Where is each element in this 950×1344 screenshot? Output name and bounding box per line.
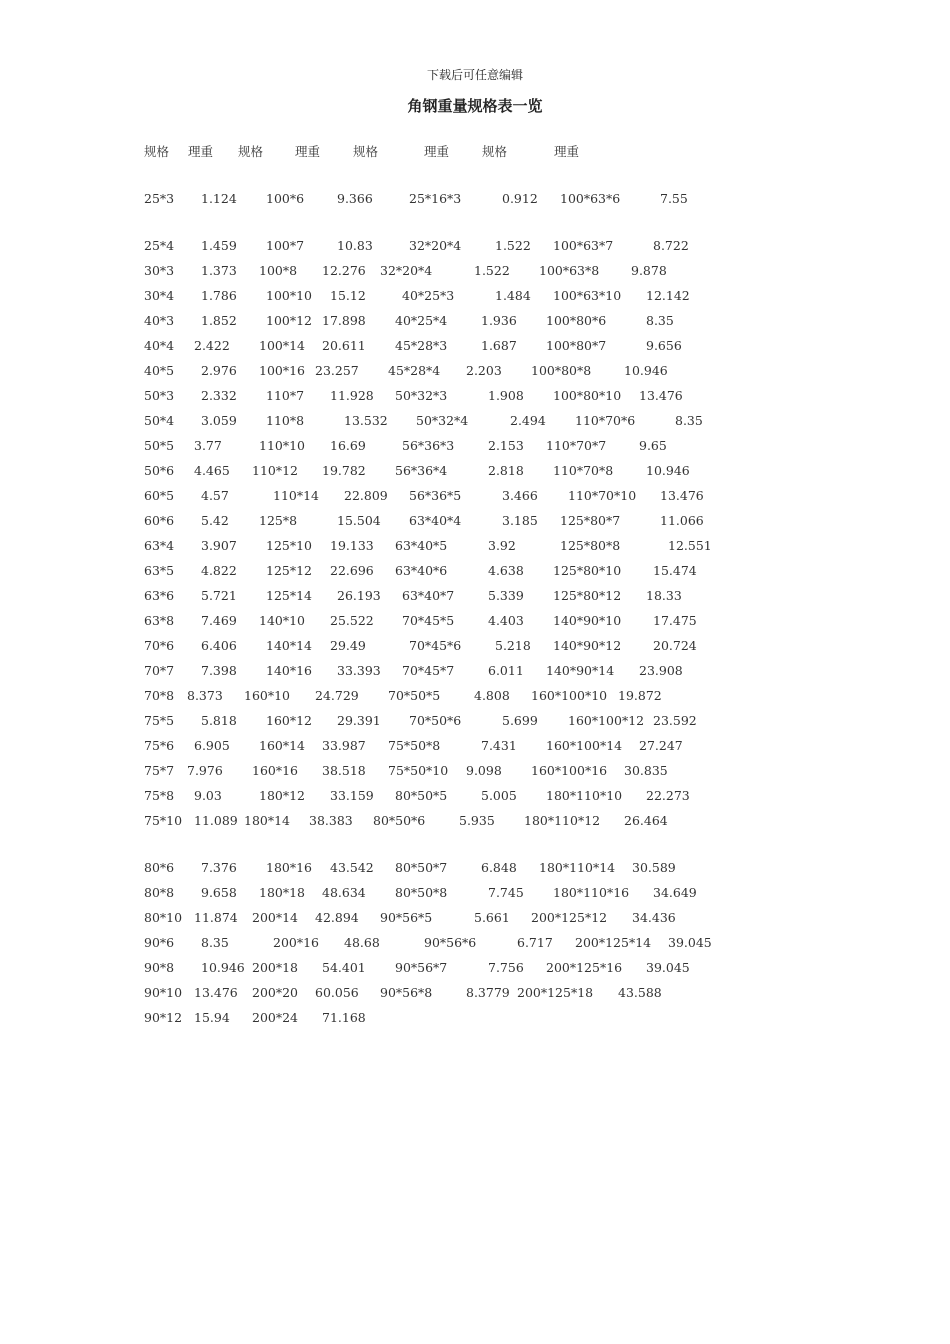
spec-cell: 60*5 <box>144 488 175 503</box>
weight-cell: 23.908 <box>639 663 683 678</box>
spec-cell: 70*50*5 <box>388 688 441 703</box>
spec-cell: 100*80*6 <box>546 313 607 328</box>
spec-cell: 125*10 <box>266 538 313 553</box>
spec-cell: 90*56*8 <box>380 985 433 1000</box>
spec-cell: 180*18 <box>259 885 306 900</box>
table-row <box>0 1008 950 1028</box>
spec-cell: 75*50*8 <box>388 738 441 753</box>
spec-cell: 45*28*4 <box>388 363 441 378</box>
weight-cell: 5.005 <box>481 788 517 803</box>
weight-cell: 8.722 <box>653 238 689 253</box>
weight-cell: 3.907 <box>201 538 237 553</box>
weight-cell: 9.65 <box>639 438 667 453</box>
weight-cell: 13.476 <box>639 388 683 403</box>
spec-cell: 140*90*14 <box>546 663 615 678</box>
table-row <box>0 761 950 781</box>
spec-cell: 25*4 <box>144 238 175 253</box>
spec-cell: 160*12 <box>266 713 313 728</box>
spec-cell: 75*8 <box>144 788 175 803</box>
spec-cell: 180*110*16 <box>553 885 630 900</box>
weight-cell: 30.589 <box>632 860 676 875</box>
page-title: 角钢重量规格表一览 <box>407 97 543 115</box>
spec-cell: 110*70*6 <box>575 413 636 428</box>
spec-cell: 70*45*5 <box>402 613 455 628</box>
spec-cell: 100*12 <box>266 313 313 328</box>
weight-cell: 1.124 <box>201 191 237 206</box>
spec-cell: 75*7 <box>144 763 175 778</box>
weight-cell: 22.273 <box>646 788 690 803</box>
weight-cell: 4.638 <box>488 563 524 578</box>
weight-cell: 1.522 <box>474 263 510 278</box>
spec-cell: 50*6 <box>144 463 175 478</box>
weight-cell: 10.83 <box>337 238 373 253</box>
spec-cell: 75*50*10 <box>388 763 449 778</box>
spec-cell: 180*12 <box>259 788 306 803</box>
weight-cell: 15.12 <box>330 288 366 303</box>
table-row <box>0 711 950 731</box>
weight-cell: 33.987 <box>322 738 366 753</box>
spec-cell: 75*6 <box>144 738 175 753</box>
weight-cell: 38.518 <box>322 763 366 778</box>
spec-cell: 100*80*7 <box>546 338 607 353</box>
spec-cell: 200*125*16 <box>546 960 623 975</box>
spec-cell: 56*36*4 <box>395 463 448 478</box>
table-row <box>0 686 950 706</box>
spec-cell: 140*10 <box>259 613 306 628</box>
spec-cell: 80*50*8 <box>395 885 448 900</box>
spec-cell: 100*14 <box>259 338 306 353</box>
spec-cell: 160*100*14 <box>546 738 623 753</box>
spec-cell: 40*25*3 <box>402 288 455 303</box>
spec-cell: 125*80*12 <box>553 588 622 603</box>
weight-cell: 5.721 <box>201 588 237 603</box>
table-row <box>0 811 950 831</box>
spec-cell: 63*40*7 <box>402 588 455 603</box>
spec-cell: 180*110*12 <box>524 813 601 828</box>
spec-cell: 100*63*8 <box>539 263 600 278</box>
spec-cell: 90*6 <box>144 935 175 950</box>
spec-cell: 30*3 <box>144 263 175 278</box>
weight-cell: 0.912 <box>502 191 538 206</box>
table-row <box>0 958 950 978</box>
weight-cell: 29.391 <box>337 713 381 728</box>
weight-cell: 8.35 <box>201 935 229 950</box>
spec-cell: 200*18 <box>252 960 299 975</box>
spec-cell: 90*12 <box>144 1010 183 1025</box>
table-row <box>0 461 950 481</box>
spec-cell: 63*8 <box>144 613 175 628</box>
weight-cell: 1.786 <box>201 288 237 303</box>
table-row <box>0 586 950 606</box>
spec-cell: 110*12 <box>252 463 299 478</box>
weight-cell: 11.066 <box>660 513 704 528</box>
weight-cell: 6.011 <box>488 663 524 678</box>
table-row <box>0 436 950 456</box>
spec-cell: 70*50*6 <box>409 713 462 728</box>
weight-cell: 23.257 <box>315 363 359 378</box>
weight-cell: 9.03 <box>194 788 222 803</box>
spec-cell: 63*6 <box>144 588 175 603</box>
weight-cell: 17.898 <box>322 313 366 328</box>
spec-cell: 50*32*4 <box>416 413 469 428</box>
table-row <box>0 661 950 681</box>
spec-cell: 25*3 <box>144 191 175 206</box>
weight-cell: 9.366 <box>337 191 373 206</box>
spec-cell: 25*16*3 <box>409 191 462 206</box>
spec-cell: 63*40*6 <box>395 563 448 578</box>
table-row <box>0 261 950 281</box>
weight-cell: 34.649 <box>653 885 697 900</box>
spec-cell: 60*6 <box>144 513 175 528</box>
weight-cell: 3.466 <box>502 488 538 503</box>
weight-cell: 4.808 <box>474 688 510 703</box>
weight-cell: 29.49 <box>330 638 366 653</box>
weight-cell: 43.588 <box>618 985 662 1000</box>
weight-cell: 4.403 <box>488 613 524 628</box>
weight-cell: 8.35 <box>675 413 703 428</box>
table-row <box>0 486 950 506</box>
table-row <box>0 908 950 928</box>
weight-cell: 5.218 <box>495 638 531 653</box>
spec-cell: 140*90*10 <box>553 613 622 628</box>
table-row <box>0 561 950 581</box>
table-row <box>0 336 950 356</box>
spec-cell: 140*16 <box>266 663 313 678</box>
spec-cell: 200*125*14 <box>575 935 652 950</box>
spec-cell: 63*40*5 <box>395 538 448 553</box>
spec-cell: 70*45*6 <box>409 638 462 653</box>
weight-cell: 48.634 <box>322 885 366 900</box>
weight-cell: 1.936 <box>481 313 517 328</box>
header-weight-label: 理重 <box>295 144 321 159</box>
weight-cell: 26.464 <box>624 813 668 828</box>
spec-cell: 70*7 <box>144 663 175 678</box>
weight-cell: 24.729 <box>315 688 359 703</box>
weight-cell: 10.946 <box>201 960 245 975</box>
weight-cell: 2.153 <box>488 438 524 453</box>
spec-cell: 200*24 <box>252 1010 299 1025</box>
weight-cell: 16.69 <box>330 438 366 453</box>
table-row <box>0 236 950 256</box>
weight-cell: 6.848 <box>481 860 517 875</box>
table-row <box>0 411 950 431</box>
weight-cell: 39.045 <box>646 960 690 975</box>
table-row <box>0 361 950 381</box>
weight-cell: 5.935 <box>459 813 495 828</box>
weight-cell: 22.696 <box>330 563 374 578</box>
weight-cell: 19.872 <box>618 688 662 703</box>
spec-cell: 200*16 <box>273 935 320 950</box>
spec-cell: 80*8 <box>144 885 175 900</box>
weight-cell: 8.35 <box>646 313 674 328</box>
spec-cell: 80*50*6 <box>373 813 426 828</box>
spec-cell: 160*100*10 <box>531 688 608 703</box>
weight-cell: 5.339 <box>488 588 524 603</box>
weight-cell: 1.484 <box>495 288 531 303</box>
spec-cell: 140*14 <box>266 638 313 653</box>
spec-cell: 56*36*3 <box>402 438 455 453</box>
spec-cell: 125*12 <box>266 563 313 578</box>
spec-cell: 80*10 <box>144 910 183 925</box>
weight-cell: 38.383 <box>309 813 353 828</box>
spec-cell: 32*20*4 <box>409 238 462 253</box>
weight-cell: 15.94 <box>194 1010 230 1025</box>
spec-cell: 90*56*6 <box>424 935 477 950</box>
weight-cell: 5.699 <box>502 713 538 728</box>
weight-cell: 27.247 <box>639 738 683 753</box>
spec-cell: 100*80*8 <box>531 363 592 378</box>
weight-cell: 48.68 <box>344 935 380 950</box>
weight-cell: 42.894 <box>315 910 359 925</box>
spec-cell: 125*80*8 <box>560 538 621 553</box>
weight-cell: 3.77 <box>194 438 222 453</box>
weight-cell: 7.398 <box>201 663 237 678</box>
spec-cell: 75*5 <box>144 713 175 728</box>
weight-cell: 1.687 <box>481 338 517 353</box>
weight-cell: 9.098 <box>466 763 502 778</box>
weight-cell: 26.193 <box>337 588 381 603</box>
weight-cell: 7.431 <box>481 738 517 753</box>
spec-cell: 110*7 <box>266 388 305 403</box>
spec-cell: 180*110*10 <box>546 788 623 803</box>
weight-cell: 1.522 <box>495 238 531 253</box>
weight-cell: 33.393 <box>337 663 381 678</box>
weight-cell: 12.276 <box>322 263 366 278</box>
table-row <box>0 189 950 209</box>
weight-cell: 11.089 <box>194 813 238 828</box>
header-spec-label: 规格 <box>353 144 379 159</box>
spec-cell: 90*56*7 <box>395 960 448 975</box>
spec-cell: 160*100*16 <box>531 763 608 778</box>
table-row <box>0 611 950 631</box>
spec-cell: 100*6 <box>266 191 305 206</box>
weight-cell: 13.532 <box>344 413 388 428</box>
table-row <box>0 858 950 878</box>
weight-cell: 20.611 <box>322 338 366 353</box>
weight-cell: 19.133 <box>330 538 374 553</box>
weight-cell: 25.522 <box>330 613 374 628</box>
weight-cell: 33.159 <box>330 788 374 803</box>
weight-cell: 71.168 <box>322 1010 366 1025</box>
header-spec-label: 规格 <box>144 144 170 159</box>
header-weight-label: 理重 <box>424 144 450 159</box>
weight-cell: 39.045 <box>668 935 712 950</box>
spec-cell: 32*20*4 <box>380 263 433 278</box>
weight-cell: 6.905 <box>194 738 230 753</box>
weight-cell: 30.835 <box>624 763 668 778</box>
weight-cell: 7.976 <box>187 763 223 778</box>
spec-cell: 40*25*4 <box>395 313 448 328</box>
weight-cell: 17.475 <box>653 613 697 628</box>
weight-cell: 6.406 <box>201 638 237 653</box>
spec-cell: 100*63*6 <box>560 191 621 206</box>
spec-cell: 160*16 <box>252 763 299 778</box>
spec-cell: 70*45*7 <box>402 663 455 678</box>
weight-cell: 13.476 <box>660 488 704 503</box>
weight-cell: 3.059 <box>201 413 237 428</box>
table-row <box>0 386 950 406</box>
weight-cell: 5.818 <box>201 713 237 728</box>
weight-cell: 9.658 <box>201 885 237 900</box>
spec-cell: 70*6 <box>144 638 175 653</box>
weight-cell: 19.782 <box>322 463 366 478</box>
table-header-row <box>0 142 950 162</box>
weight-cell: 9.878 <box>631 263 667 278</box>
weight-cell: 2.818 <box>488 463 524 478</box>
spec-cell: 125*80*7 <box>560 513 621 528</box>
spec-cell: 90*8 <box>144 960 175 975</box>
header-spec-label: 规格 <box>482 144 508 159</box>
spec-cell: 200*125*18 <box>517 985 594 1000</box>
weight-cell: 8.3779 <box>466 985 510 1000</box>
weight-cell: 60.056 <box>315 985 359 1000</box>
spec-cell: 75*10 <box>144 813 183 828</box>
weight-cell: 4.465 <box>194 463 230 478</box>
header-note: 下载后可任意编辑 <box>426 68 523 82</box>
spec-cell: 160*10 <box>244 688 291 703</box>
spec-cell: 100*80*10 <box>553 388 622 403</box>
spec-cell: 125*80*10 <box>553 563 622 578</box>
spec-cell: 40*3 <box>144 313 175 328</box>
spec-cell: 30*4 <box>144 288 175 303</box>
spec-cell: 110*70*10 <box>568 488 637 503</box>
weight-cell: 12.551 <box>668 538 712 553</box>
weight-cell: 6.717 <box>517 935 553 950</box>
table-row <box>0 311 950 331</box>
weight-cell: 15.504 <box>337 513 381 528</box>
weight-cell: 20.724 <box>653 638 697 653</box>
weight-cell: 7.376 <box>201 860 237 875</box>
weight-cell: 2.976 <box>201 363 237 378</box>
weight-cell: 1.459 <box>201 238 237 253</box>
spec-cell: 100*63*10 <box>553 288 622 303</box>
weight-cell: 10.946 <box>646 463 690 478</box>
weight-cell: 22.809 <box>344 488 388 503</box>
spec-cell: 80*6 <box>144 860 175 875</box>
weight-cell: 7.756 <box>488 960 524 975</box>
header-weight-label: 理重 <box>554 144 580 159</box>
spec-cell: 110*8 <box>266 413 305 428</box>
weight-cell: 1.908 <box>488 388 524 403</box>
spec-cell: 80*50*5 <box>395 788 448 803</box>
spec-cell: 80*50*7 <box>395 860 448 875</box>
spec-cell: 50*5 <box>144 438 175 453</box>
table-row <box>0 736 950 756</box>
spec-cell: 110*70*8 <box>553 463 614 478</box>
weight-cell: 1.373 <box>201 263 237 278</box>
weight-cell: 5.661 <box>474 910 510 925</box>
weight-cell: 7.55 <box>660 191 688 206</box>
spec-cell: 125*8 <box>259 513 298 528</box>
weight-cell: 10.946 <box>624 363 668 378</box>
spec-cell: 63*40*4 <box>409 513 462 528</box>
table-row <box>0 983 950 1003</box>
weight-cell: 2.203 <box>466 363 502 378</box>
spec-cell: 63*4 <box>144 538 175 553</box>
spec-cell: 100*10 <box>266 288 313 303</box>
spec-cell: 100*16 <box>259 363 306 378</box>
spec-cell: 56*36*5 <box>409 488 462 503</box>
spec-cell: 200*20 <box>252 985 299 1000</box>
weight-cell: 11.874 <box>194 910 238 925</box>
spec-cell: 50*4 <box>144 413 175 428</box>
weight-cell: 54.401 <box>322 960 366 975</box>
spec-cell: 40*4 <box>144 338 175 353</box>
spec-cell: 110*70*7 <box>546 438 607 453</box>
header-spec-label: 规格 <box>238 144 264 159</box>
weight-cell: 15.474 <box>653 563 697 578</box>
spec-cell: 90*56*5 <box>380 910 433 925</box>
weight-cell: 5.42 <box>201 513 229 528</box>
spec-cell: 200*14 <box>252 910 299 925</box>
spec-cell: 140*90*12 <box>553 638 622 653</box>
spec-cell: 45*28*3 <box>395 338 448 353</box>
spec-cell: 110*14 <box>273 488 320 503</box>
table-row <box>0 286 950 306</box>
table-row <box>0 883 950 903</box>
spec-cell: 50*32*3 <box>395 388 448 403</box>
spec-cell: 40*5 <box>144 363 175 378</box>
table-row <box>0 636 950 656</box>
weight-cell: 7.469 <box>201 613 237 628</box>
spec-cell: 125*14 <box>266 588 313 603</box>
weight-cell: 9.656 <box>646 338 682 353</box>
weight-cell: 3.92 <box>488 538 516 553</box>
weight-cell: 12.142 <box>646 288 690 303</box>
weight-cell: 23.592 <box>653 713 697 728</box>
table-row <box>0 511 950 531</box>
weight-cell: 2.332 <box>201 388 237 403</box>
weight-cell: 1.852 <box>201 313 237 328</box>
weight-cell: 18.33 <box>646 588 682 603</box>
spec-cell: 160*100*12 <box>568 713 645 728</box>
weight-cell: 4.822 <box>201 563 237 578</box>
weight-cell: 3.185 <box>502 513 538 528</box>
spec-cell: 200*125*12 <box>531 910 608 925</box>
weight-cell: 13.476 <box>194 985 238 1000</box>
table-row <box>0 786 950 806</box>
table-row <box>0 536 950 556</box>
spec-cell: 160*14 <box>259 738 306 753</box>
spec-cell: 90*10 <box>144 985 183 1000</box>
weight-cell: 2.494 <box>510 413 546 428</box>
weight-cell: 2.422 <box>194 338 230 353</box>
spec-cell: 180*16 <box>266 860 313 875</box>
weight-cell: 34.436 <box>632 910 676 925</box>
weight-cell: 4.57 <box>201 488 229 503</box>
spec-cell: 180*110*14 <box>539 860 616 875</box>
weight-cell: 43.542 <box>330 860 374 875</box>
spec-cell: 100*7 <box>266 238 305 253</box>
spec-cell: 63*5 <box>144 563 175 578</box>
spec-cell: 110*10 <box>259 438 306 453</box>
spec-cell: 180*14 <box>244 813 291 828</box>
weight-cell: 11.928 <box>330 388 374 403</box>
weight-cell: 8.373 <box>187 688 223 703</box>
spec-cell: 100*63*7 <box>553 238 614 253</box>
spec-cell: 50*3 <box>144 388 175 403</box>
spec-cell: 70*8 <box>144 688 175 703</box>
weight-cell: 7.745 <box>488 885 524 900</box>
table-row <box>0 933 950 953</box>
spec-cell: 100*8 <box>259 263 298 278</box>
header-weight-label: 理重 <box>188 144 214 159</box>
